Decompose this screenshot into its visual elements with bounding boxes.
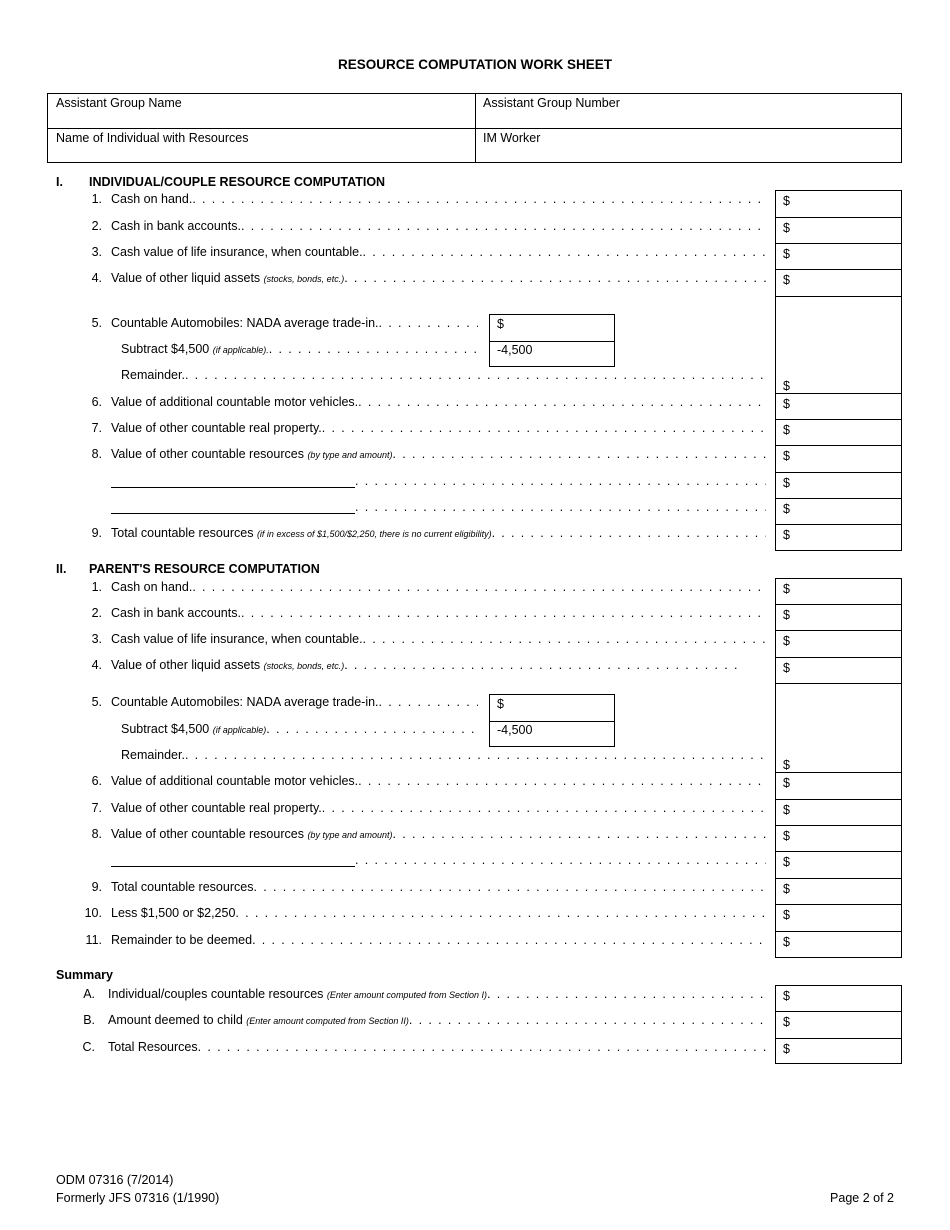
s1-row-2: 2. Cash in bank accounts. . . . [82, 219, 766, 239]
s2-row-8-blank [82, 853, 766, 873]
s1-other-resource-blank-2[interactable] [111, 500, 355, 514]
s1-row-5-subtract: Subtract $4,500 (if applicable). . . . [82, 342, 478, 362]
s2-auto-value-field[interactable]: $ [497, 697, 504, 711]
s2-amount-10[interactable]: $ [776, 905, 901, 932]
assistant-group-number-field[interactable]: Assistant Group Number [483, 96, 620, 110]
s2-amount-3[interactable]: $ [776, 631, 901, 658]
s2-amount-8[interactable]: $ [776, 826, 901, 852]
s2-other-resource-blank[interactable] [111, 853, 355, 867]
s1-amount-column [775, 190, 902, 551]
formerly-form-number: Formerly JFS 07316 (1/1990) [56, 1191, 220, 1205]
form-number: ODM 07316 (7/2014) [56, 1173, 174, 1187]
s1-amount-6[interactable]: $ [776, 394, 901, 420]
s2-amount-column [775, 578, 902, 958]
summary-amount-column [775, 985, 902, 1064]
s1-row-5-remainder: Remainder. . . . [82, 368, 766, 388]
s2-amount-11[interactable]: $ [783, 935, 790, 949]
s2-row-7: 7. Value of other countable real property. . . . [82, 801, 766, 821]
s1-amount-2[interactable]: $ [776, 218, 901, 244]
s2-amount-1[interactable]: $ [776, 579, 901, 605]
assistant-group-name-field[interactable]: Assistant Group Name [56, 96, 182, 110]
s2-amount-9[interactable]: $ [776, 879, 901, 905]
s2-row-3: 3. Cash value of life insurance, when countable. . . . [82, 632, 766, 652]
s2-row-4: 4. Value of other liquid assets (stocks, bonds, etc.) . . . [82, 658, 738, 678]
header-block [47, 93, 902, 163]
s1-auto-value-field[interactable]: $ [497, 317, 504, 331]
im-worker-field[interactable]: IM Worker [483, 131, 541, 145]
s1-amount-8b[interactable]: $ [776, 499, 901, 525]
s1-row-4: 4. Value of other liquid assets (stocks, bonds, etc.) . . . [82, 271, 766, 291]
s1-amount-8a[interactable]: $ [776, 473, 901, 499]
s1-row-6: 6. Value of additional countable motor vehicles. . . . [82, 395, 766, 415]
summary-row-a: A. Individual/couples countable resources (Enter amount computed from Section I) . . . [80, 987, 766, 1007]
s2-amount-4[interactable]: $ [776, 658, 901, 684]
s2-amount-8a[interactable]: $ [776, 852, 901, 879]
summary-row-b: B. Amount deemed to child (Enter amount computed from Section II) . . . [80, 1013, 766, 1033]
s2-row-2: 2. Cash in bank accounts. . . . [82, 606, 766, 626]
s2-row-8: 8. Value of other countable resources (by type and amount) . . . [82, 827, 766, 847]
s1-amount-9[interactable]: $ [783, 528, 790, 542]
s2-amount-5[interactable]: $ [776, 684, 901, 773]
s2-row-5-subtract: Subtract $4,500 (if applicable) . . . [82, 722, 475, 742]
s1-row-8: 8. Value of other countable resources (by type and amount) . . . [82, 447, 766, 467]
s1-amount-5[interactable]: $ [776, 297, 901, 394]
individual-name-field[interactable]: Name of Individual with Resources [56, 131, 249, 145]
page-number: Page 2 of 2 [830, 1191, 894, 1205]
s2-row-9: 9. Total countable resources . . . [82, 880, 766, 900]
s2-amount-6[interactable]: $ [776, 773, 901, 800]
s2-auto-box [489, 694, 615, 747]
s1-row-1: 1. Cash on hand. . . . [82, 192, 766, 212]
s1-amount-4[interactable]: $ [776, 270, 901, 297]
s1-row-5: 5. Countable Automobiles: NADA average trade-in. . . . [82, 316, 478, 336]
summary-amount-c[interactable]: $ [783, 1042, 790, 1056]
s2-row-5: 5. Countable Automobiles: NADA average trade-in. . . . [82, 695, 478, 715]
s1-row-9: 9. Total countable resources (if in excess of $1,500/$2,250, there is no current eligibility) . . . [82, 526, 766, 546]
summary-heading: Summary [56, 968, 113, 982]
s2-auto-subtract-value: -4,500 [497, 723, 533, 737]
summary-row-c: C. Total Resources . . . [80, 1040, 766, 1060]
s1-row-3: 3. Cash value of life insurance, when countable. . . . [82, 245, 766, 265]
s1-auto-subtract-value: -4,500 [497, 343, 533, 357]
s1-row-8-blank-2 [82, 500, 766, 520]
s1-amount-3[interactable]: $ [776, 244, 901, 270]
s1-row-8-blank-1 [82, 474, 766, 494]
s1-amount-7[interactable]: $ [776, 420, 901, 446]
s1-amount-8[interactable]: $ [776, 446, 901, 473]
s2-row-6: 6. Value of additional countable motor vehicles. . . . [82, 774, 766, 794]
s2-row-10: 10. Less $1,500 or $2,250 . . . [82, 906, 766, 926]
s2-amount-7[interactable]: $ [776, 800, 901, 826]
summary-amount-a[interactable]: $ [776, 986, 901, 1012]
s2-row-5-remainder: Remainder. . . . [82, 748, 766, 768]
s1-other-resource-blank-1[interactable] [111, 474, 355, 488]
summary-amount-b[interactable]: $ [776, 1012, 901, 1039]
s2-row-11: 11. Remainder to be deemed . . . [82, 933, 766, 953]
s1-auto-box [489, 314, 615, 367]
s2-amount-2[interactable]: $ [776, 605, 901, 631]
s2-row-1: 1. Cash on hand. . . . [82, 580, 766, 600]
page-title: RESOURCE COMPUTATION WORK SHEET [337, 57, 612, 72]
s1-amount-1[interactable]: $ [776, 191, 901, 218]
s1-row-7: 7. Value of other countable real property. . . . [82, 421, 766, 441]
